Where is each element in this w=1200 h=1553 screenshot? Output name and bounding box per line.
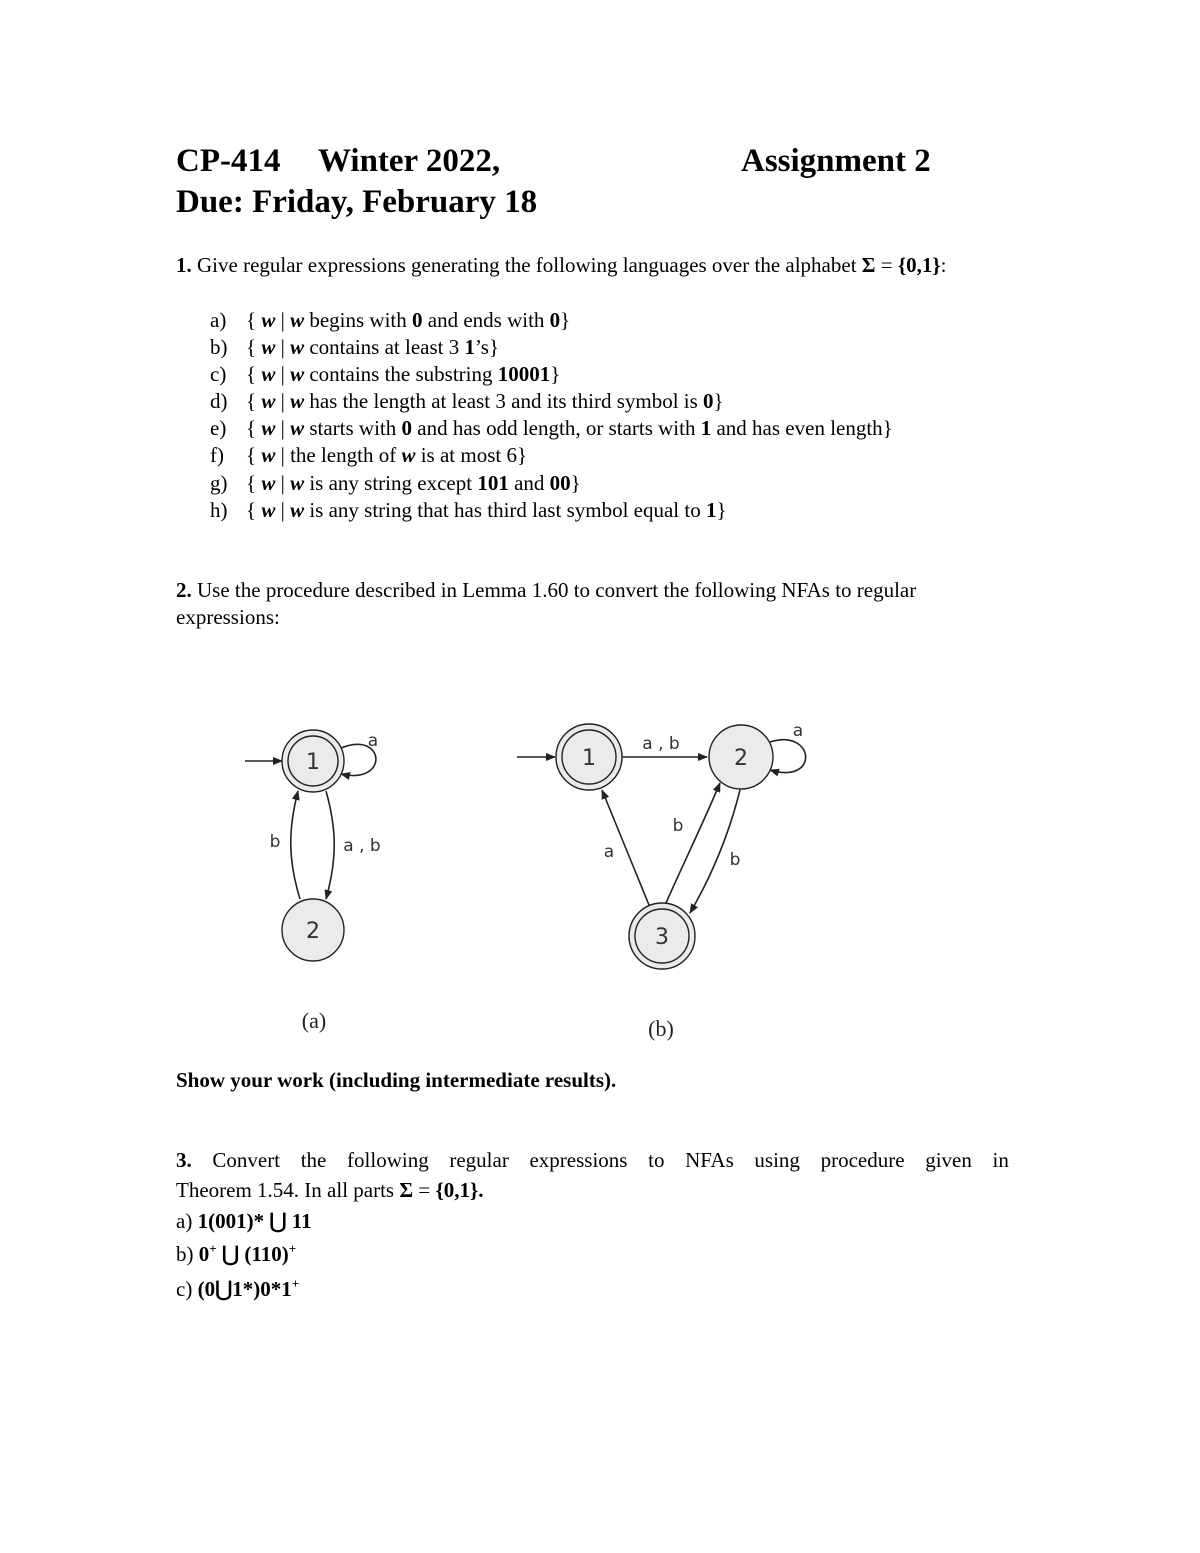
- item-text: {: [246, 362, 262, 386]
- item-label: f): [210, 443, 224, 467]
- item-text: w: [261, 416, 276, 440]
- part-label: a): [176, 1209, 198, 1233]
- q3-word: using: [754, 1148, 800, 1172]
- question-1-prompt: [176, 253, 947, 278]
- regex-b-mid: ⋃ (110): [216, 1242, 289, 1266]
- item-text: w: [290, 308, 305, 332]
- item-text: }: [713, 389, 724, 413]
- item-text: {: [246, 335, 262, 359]
- item-text: ’s}: [474, 335, 500, 359]
- item-label: b): [210, 335, 228, 359]
- item-text: and has even length}: [711, 416, 893, 440]
- loop-a1-label: a: [367, 731, 379, 751]
- item-text: {: [246, 498, 262, 522]
- item-text: is at most 6}: [415, 443, 528, 467]
- due-date: Due: Friday, February 18: [176, 184, 538, 220]
- edge-b3-b2-label: b: [672, 816, 684, 836]
- q3-word: the: [300, 1148, 327, 1172]
- q3-line2-text: Theorem 1.54. In all parts: [176, 1178, 400, 1202]
- assignment-title: Assignment 2: [741, 143, 931, 179]
- item-text: w: [261, 335, 276, 359]
- item-text: contains the substring: [304, 362, 498, 386]
- item-label: a): [210, 308, 227, 332]
- state-a1-label: 1: [306, 750, 320, 775]
- item-label: e): [210, 416, 227, 440]
- item-text: {: [246, 443, 262, 467]
- caption-b: (b): [648, 1016, 674, 1041]
- item-text: |: [275, 471, 291, 495]
- state-b3-label: 3: [655, 925, 669, 950]
- question-3-line1: [176, 1148, 1009, 1173]
- part-label: b): [176, 1242, 199, 1266]
- edge-b1-b2-label: a , b: [642, 734, 680, 754]
- question-2-prompt-line2: expressions:: [176, 605, 280, 629]
- item-text: w: [261, 362, 276, 386]
- item-text: contains at least 3: [304, 335, 465, 359]
- q3-word: NFAs: [685, 1148, 734, 1172]
- item-text: begins with: [304, 308, 413, 332]
- item-text: |: [275, 308, 291, 332]
- caption-a: (a): [301, 1008, 327, 1033]
- show-work-note: Show your work (including intermediate results).: [176, 1068, 617, 1092]
- item-text: }: [716, 498, 727, 522]
- item-label: c): [210, 362, 227, 386]
- item-text: w: [261, 308, 276, 332]
- item-text: w: [401, 443, 416, 467]
- item-text: 1: [700, 416, 712, 440]
- colon: :: [940, 253, 947, 277]
- sigma-symbol: Σ: [399, 1178, 414, 1202]
- item-text: {: [246, 471, 262, 495]
- alphabet-set: {0,1}: [897, 253, 941, 277]
- state-a2-label: 2: [306, 919, 320, 944]
- q3-part-b: [176, 1241, 296, 1267]
- q3-part-c: [176, 1276, 299, 1302]
- item-label: d): [210, 389, 228, 413]
- item-text: w: [290, 389, 305, 413]
- loop-b2: [770, 740, 806, 773]
- q1-item: [210, 389, 724, 414]
- item-text: 1: [705, 498, 717, 522]
- q3-word: procedure: [820, 1148, 905, 1172]
- q1-item: [210, 335, 499, 360]
- item-text: 10001: [497, 362, 551, 386]
- item-text: starts with: [304, 416, 402, 440]
- question-number: 1.: [176, 253, 192, 277]
- item-text: |: [275, 362, 291, 386]
- item-text: 1: [464, 335, 475, 359]
- edge-b3-b2: [666, 783, 720, 903]
- q1-item: [210, 416, 893, 441]
- edge-a2-a1: [291, 791, 300, 899]
- item-label: h): [210, 498, 228, 522]
- course-code: CP-414: [176, 143, 281, 179]
- q1-item: [210, 443, 527, 468]
- q3-word: following: [347, 1148, 429, 1172]
- edge-a1-a2: [326, 791, 334, 899]
- q3-word: in: [992, 1148, 1009, 1172]
- question-text: Give regular expressions generating the following languages over the alphabet: [191, 253, 862, 277]
- question-number: 2.: [176, 578, 192, 602]
- edge-a2-a1-label: b: [269, 832, 281, 852]
- term: Winter 2022,: [318, 143, 501, 179]
- q1-item: [210, 308, 570, 333]
- question-2-prompt: [176, 578, 916, 603]
- item-text: w: [290, 471, 305, 495]
- q1-item: [210, 362, 560, 387]
- q3-word: regular: [449, 1148, 509, 1172]
- item-text: {: [246, 389, 262, 413]
- item-text: w: [290, 335, 305, 359]
- item-text: w: [290, 498, 305, 522]
- item-text: 0: [401, 416, 413, 440]
- item-text: and ends with: [422, 308, 550, 332]
- item-text: 00: [549, 471, 571, 495]
- item-text: |: [275, 416, 291, 440]
- item-text: }: [570, 471, 581, 495]
- item-text: has the length at least 3 and its third symbol is: [304, 389, 704, 413]
- item-text: {: [246, 308, 262, 332]
- item-text: 0: [412, 308, 423, 332]
- equals: =: [875, 253, 898, 277]
- q3-word: Convert: [212, 1148, 281, 1172]
- item-text: | the length of: [275, 443, 402, 467]
- item-text: is any string except: [304, 471, 478, 495]
- question-number: 3.: [176, 1148, 192, 1172]
- state-b2-label: 2: [734, 746, 748, 771]
- item-text: w: [261, 389, 276, 413]
- q1-item: [210, 498, 727, 523]
- q3-word: to: [648, 1148, 665, 1172]
- loop-b2-label: a: [792, 721, 804, 741]
- sigma-symbol: Σ: [861, 253, 876, 277]
- item-text: |: [275, 335, 291, 359]
- regex-c-pre: (0⋃1*)0*1: [197, 1277, 292, 1301]
- equals: =: [413, 1178, 436, 1202]
- item-text: 0: [549, 308, 561, 332]
- state-b1-label: 1: [582, 746, 596, 771]
- item-text: 0: [703, 389, 714, 413]
- item-text: w: [261, 498, 276, 522]
- q3-word: expressions: [529, 1148, 628, 1172]
- item-text: }: [550, 362, 561, 386]
- regex-a: 1(001)* ⋃ 11: [197, 1209, 312, 1233]
- edge-b2-b3-label: b: [729, 850, 741, 870]
- q3-word: given: [925, 1148, 972, 1172]
- nfa-b: [517, 721, 806, 1041]
- alphabet-set: {0,1}.: [435, 1178, 484, 1202]
- question-3-line2: [176, 1178, 484, 1203]
- item-text: w: [290, 362, 305, 386]
- question-text-line1: Use the procedure described in Lemma 1.60 to convert the following NFAs to regular: [191, 578, 917, 602]
- item-text: }: [560, 308, 571, 332]
- item-text: {: [246, 416, 262, 440]
- edge-b3-b1-label: a: [603, 842, 615, 862]
- item-text: w: [290, 416, 305, 440]
- edge-a1-a2-label: a , b: [343, 836, 381, 856]
- q3-part-a: [176, 1209, 312, 1234]
- item-text: w: [261, 443, 276, 467]
- regex-b-sup1: +: [209, 1241, 217, 1256]
- regex-b-sup2: +: [288, 1241, 297, 1256]
- item-text: and has odd length, or starts with: [412, 416, 701, 440]
- q1-item: [210, 471, 581, 496]
- item-text: |: [275, 498, 291, 522]
- regex-c-sup: +: [291, 1276, 300, 1291]
- part-label: c): [176, 1277, 198, 1301]
- item-text: 101: [477, 471, 509, 495]
- item-text: and: [508, 471, 550, 495]
- nfa-a: [245, 730, 381, 1033]
- regex-b-pre: 0: [198, 1242, 210, 1266]
- nfa-diagrams: [200, 690, 900, 1050]
- item-label: g): [210, 471, 228, 495]
- item-text: |: [275, 389, 291, 413]
- item-text: w: [261, 471, 276, 495]
- item-text: is any string that has third last symbol equal to: [304, 498, 706, 522]
